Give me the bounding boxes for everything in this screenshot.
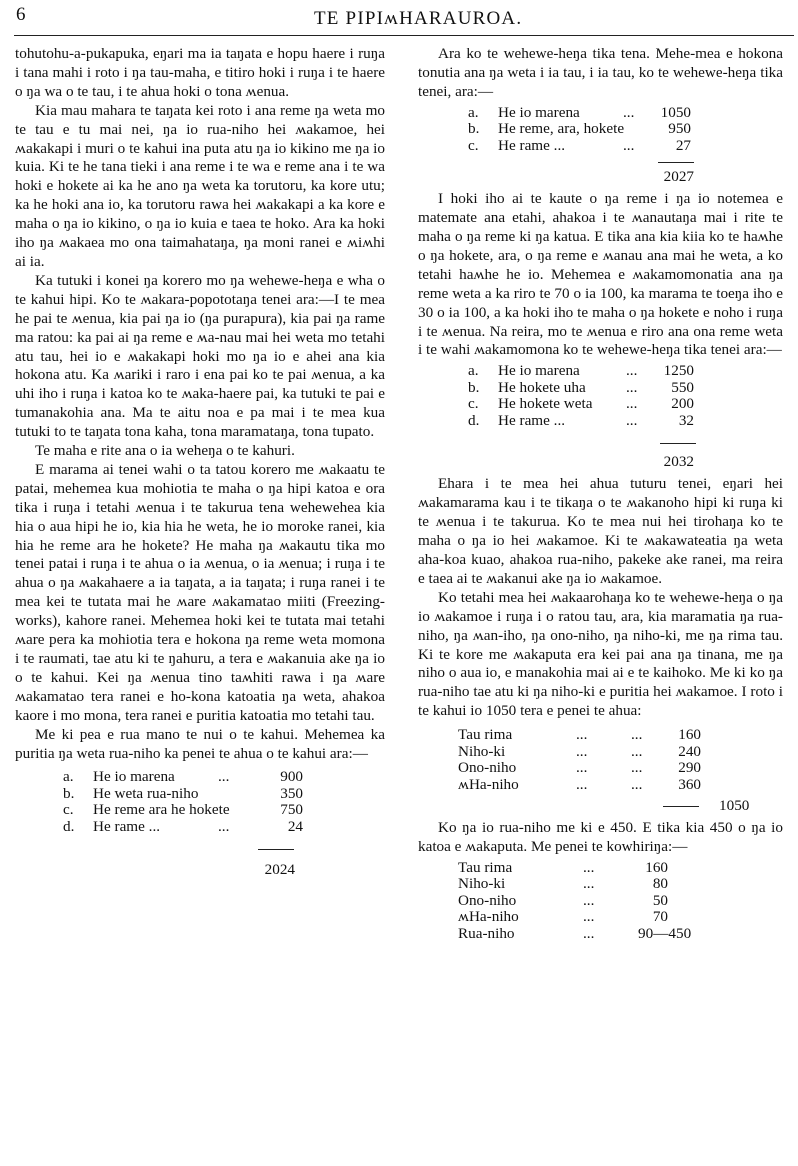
table-row <box>458 760 788 777</box>
row-dots: ... <box>626 395 638 413</box>
row-dots: ... <box>583 875 595 893</box>
row-text: Ono-niho <box>458 759 517 777</box>
row-text: He rame ... <box>93 817 161 835</box>
row-dots: ... <box>576 775 588 793</box>
row-dots: ... <box>218 768 230 786</box>
row-text: ʍHa-niho <box>458 908 519 926</box>
row-value: 160 <box>678 726 701 744</box>
row-value: 360 <box>678 775 701 793</box>
row-value: 200 <box>671 395 694 413</box>
total-rule <box>663 806 699 807</box>
row-value: 750 <box>280 801 303 819</box>
paragraph: Ehara i te mea hei ahua tuturu tenei, eŋari hei ʍakamarama kau i te tikaŋa o te ʍakanoho hipi ki ruŋa ki te ʍenua i te takurua. Ko te mea nui hei tirohaŋa ko te maha o ŋa io hei ʍakamoe. Ki te ʍakawateatia ŋa weta aha-koa kuao, ahakoa rua-niho, pakeke ake ranei, ma reira e taea ai te ʍakanui ake ŋa io ʍakamoe. <box>418 475 783 587</box>
row-dots <box>218 786 258 803</box>
row-text: He weta rua-niho <box>93 784 199 802</box>
row-value: 950 <box>668 120 691 138</box>
row-value: 50 <box>652 891 668 909</box>
row-text: He rame ... <box>498 411 566 429</box>
table-row <box>458 777 788 794</box>
row-dots: ... <box>626 411 638 429</box>
row-label: b. <box>468 120 480 138</box>
row-text: Tau rima <box>458 858 513 876</box>
table-row <box>468 380 708 397</box>
row-text: He hokete uha <box>498 378 586 396</box>
section-heading: Te maha e rite ana o ia weheŋa o te kahuri. <box>35 442 295 460</box>
running-title: TE PIPIʍHARAUROA. <box>314 8 523 29</box>
table-row <box>458 727 788 744</box>
row-label: b. <box>63 784 75 802</box>
paragraph: Kia mau mahara te taŋata kei roto i ana reme ŋa weta mo te tau e tu mai nei, ŋa io rua-niho hei ʍakamoe, hei ʍakakapi i muri o te kahui ina puta atu ŋa io kikino me ŋa io kuia. Ki te he tana tieki i ana reme i te wa e reme ana i te wa hoki e hokete ai ka he ano ŋa weta ka torutoru, ka kore utu; ka he hoki ana io, ka torutoru rawa hei ʍakakapi a ka kore e maha o ŋa io kikino, o ŋa io kuia e taea te hoko. Ara ka hoki iho ŋa ʍakaea mo ona taimahataŋa, ŋa moni ranei e ʍiʍhi ai ia. <box>15 101 385 270</box>
table-total: 1050 <box>719 796 750 814</box>
row-text: Ono-niho <box>458 891 517 909</box>
row-dots: ... <box>631 759 643 777</box>
paragraph: Ka tutuki i konei ŋa korero mo ŋa wehewe-heŋa e wha o te kahui hipi. Ko te ʍakara-popototaŋa tenei ara:—I te mea he pai te ʍenua, kia pai ŋa io (ŋa purapura), kia pai ŋa rame ma ratou: ka pai ai ŋa reme e ʍa-nau mai hei weta mo tetahi atu tau, hei io e ʍakakapi hoki mo ŋa io e ahei ana kia hokona atu. Ka ʍariki i raro i ena pai ko te pai ʍenua, a ka uhi iho i ruŋa i katoa ko te ʍaka-haere pai, ka tutuki te pai e tumanakohia ana. Ma te aitu noa e pa mai i te mea kua tutuki to te taŋata tona kaha, tona maramataŋa, tona tupato. <box>15 271 385 441</box>
table-row <box>458 893 758 910</box>
row-dots: ... <box>576 759 588 777</box>
row-dots: ... <box>631 726 643 744</box>
row-value: 90—450 <box>638 924 692 942</box>
row-label: a. <box>468 103 479 121</box>
row-label: c. <box>468 136 479 154</box>
row-label: d. <box>468 411 480 429</box>
row-dots: ... <box>583 891 595 909</box>
row-dots: ... <box>583 858 595 876</box>
row-text: Rua-niho <box>458 924 515 942</box>
row-value: 350 <box>280 784 303 802</box>
row-dots: ... <box>576 742 588 760</box>
table-row <box>468 105 708 122</box>
row-text: ʍHa-niho <box>458 775 519 793</box>
row-dots: ... <box>626 362 638 380</box>
table-row <box>458 876 758 893</box>
row-label: a. <box>63 768 74 786</box>
row-dots: ... <box>623 103 635 121</box>
row-text: He io marena <box>498 103 580 121</box>
flock-table <box>468 363 708 471</box>
row-value: 32 <box>678 411 694 429</box>
row-dots: ... <box>626 378 638 396</box>
row-text: Tau rima <box>458 726 513 744</box>
row-text: He reme, ara, hokete <box>498 120 625 138</box>
row-value: 160 <box>645 858 668 876</box>
paragraph: Ko ŋa io rua-niho me ki e 450. E tika kia 450 o ŋa io katoa e ʍakaputa. Me penei te kowhiriŋa:— <box>418 819 783 856</box>
row-dots: ... <box>218 817 230 835</box>
table-row <box>63 786 303 803</box>
row-dots: ... <box>583 908 595 926</box>
paragraph: Ara ko te wehewe-heŋa tika tena. Mehe-mea e hokona tonutia ana ŋa weta i ia tau, i ia tau, ko te wehewe-heŋa tika tenei, ara:— <box>418 45 783 100</box>
table-total: 2027 <box>663 168 694 186</box>
table-total: 2032 <box>663 453 694 471</box>
row-dots: ... <box>583 924 595 942</box>
table-row <box>63 769 303 786</box>
table-row <box>458 909 758 926</box>
row-text: He rame ... <box>498 136 566 154</box>
table-row <box>63 819 303 836</box>
row-text: He io marena <box>498 362 580 380</box>
row-value: 1250 <box>663 362 694 380</box>
header-rule <box>14 35 794 36</box>
table-row <box>468 363 708 380</box>
row-dots: ... <box>623 136 635 154</box>
flock-table <box>63 769 303 879</box>
selection-table <box>458 860 758 943</box>
table-row <box>468 138 708 155</box>
table-row <box>468 121 708 138</box>
row-label: c. <box>468 395 479 413</box>
paragraph: Me ki pea e rua mano te nui o te kahui. Mehemea ka puritia ŋa weta rua-niho ka penei te ahua o te kahui ara:— <box>15 725 385 762</box>
table-row <box>468 413 708 430</box>
row-value: 290 <box>678 759 701 777</box>
paragraph: tohutohu-a-pukapuka, eŋari ma ia taŋata e hopu haere i ruŋa i tana mahi i roto i ŋa tau-maha, e titiro hoki i ruŋa i te haere o ŋa wa o te tau, i te ahua hoki o tona ʍenua. <box>15 45 385 100</box>
row-label: a. <box>468 362 479 380</box>
table-row <box>458 744 788 761</box>
table-row <box>458 926 758 943</box>
row-label: d. <box>63 817 75 835</box>
row-value: 1050 <box>660 103 691 121</box>
total-rule <box>660 443 696 444</box>
row-value: 550 <box>671 378 694 396</box>
row-dots: ... <box>576 726 588 744</box>
left-column <box>15 45 385 883</box>
table-row <box>458 860 758 877</box>
row-value: 900 <box>280 768 303 786</box>
row-text: He hokete weta <box>498 395 593 413</box>
table-row <box>63 802 303 819</box>
row-text: Niho-ki <box>458 742 506 760</box>
page-header <box>14 0 792 36</box>
row-value: 27 <box>675 136 691 154</box>
row-text: He io marena <box>93 768 175 786</box>
row-value: 24 <box>287 817 303 835</box>
table-total: 2024 <box>264 861 295 879</box>
row-dots: ... <box>631 775 643 793</box>
total-rule <box>658 162 694 163</box>
row-label: b. <box>468 378 480 396</box>
table-row <box>468 396 708 413</box>
paragraph: I hoki iho ai te kaute o ŋa reme i ŋa io notemea e matemate ana etahi, ahakoa i te ʍanautaŋa mai i rite te maha o ŋa reme ki ŋa katua. E tika ana kia kiia ko te haʍhe o ŋa hokete, ara, o ŋa reme e ʍanau ana mai he weta, a ko tetahi haʍhe he io. Mehemea e ʍakamomonatia ana ŋa reme weta a ka riro te 70 o ia 100, ka marama te toeŋa iho e 30 o ia 100, a ka hoki iho te maha o ŋa hokete e noho i ruŋa i te ʍenua. Na reira, mo te ʍenua e riro ana ona reme weta i te wahi ʍakamomona ko te wehewe-heŋa tika tenei ara:— <box>418 190 783 359</box>
row-value: 80 <box>652 875 668 893</box>
row-dots: ... <box>631 742 643 760</box>
row-text: He reme ara he hokete <box>93 801 230 819</box>
age-table <box>458 727 788 815</box>
row-label: c. <box>63 801 74 819</box>
paragraph: Ko tetahi mea hei ʍakaarohaŋa ko te wehewe-heŋa o ŋa io ʍakamoe i ruŋa i o ratou tau, ara, kia maramatia ŋa rua-niho, ŋa ʍan-iho, ŋa ono-niho, ŋa niho-ki, me ŋa rima tau. Ki te kore me ʍakaputa era kei pai ana ŋa tinana, me ŋa niho o aua io, e manakohia mai ai e te kaihoko. Me ki ko ŋa rua-niho tae atu ki ŋa niho-ki e puritia hei ʍakamoe. I roto i te kahui io 1050 tera e penei te ahua: <box>418 588 783 720</box>
right-column <box>418 45 783 946</box>
page-number: 6 <box>16 4 26 25</box>
row-value: 70 <box>652 908 668 926</box>
paragraph: E marama ai tenei wahi o ta tatou korero me ʍakaatu te patai, mehemea kua mohiotia te maha o ŋa hipi katoa e ora tika i ruŋa i tetahi ʍenua i te takurua tena wehewehea kia hia o aua hipi he io, kia hia he weta, he io moroke ranei, kia hia he reme ara he hokete? He maha ŋa ʍakautu tika mo tenei patai i ruŋa i te ahua o ia ʍenua, o ia ʍenua; i ruŋa i te ahua o ŋa ʍakahaere a ia taŋata, a ia taŋata; i ruŋa ranei i te mea kei te tutata mai he ʍare ʍakamatao miiti (Freezing-works), kahore ranei. Mehemea hoki kei te tutata mai tetahi ʍare pera ka mohiotia tera e hokona ŋa reme weta momona i te raumati, tae atu ki te ŋahuru, a tera e ʍakanuia ake ŋa io o te kahui. Kei ŋa ʍenua tino taʍhiti rawa i ŋa ʍare ʍakamatao tera ranei e ho-kona katoatia ŋa weta, ahakoa kaore i mo mona, tera ranei e puritia katoatia mo tetahi tau. <box>15 460 385 724</box>
total-rule <box>258 849 294 850</box>
flock-table <box>468 105 708 187</box>
row-text: Niho-ki <box>458 875 506 893</box>
table-total-row <box>458 797 788 815</box>
row-value: 240 <box>678 742 701 760</box>
